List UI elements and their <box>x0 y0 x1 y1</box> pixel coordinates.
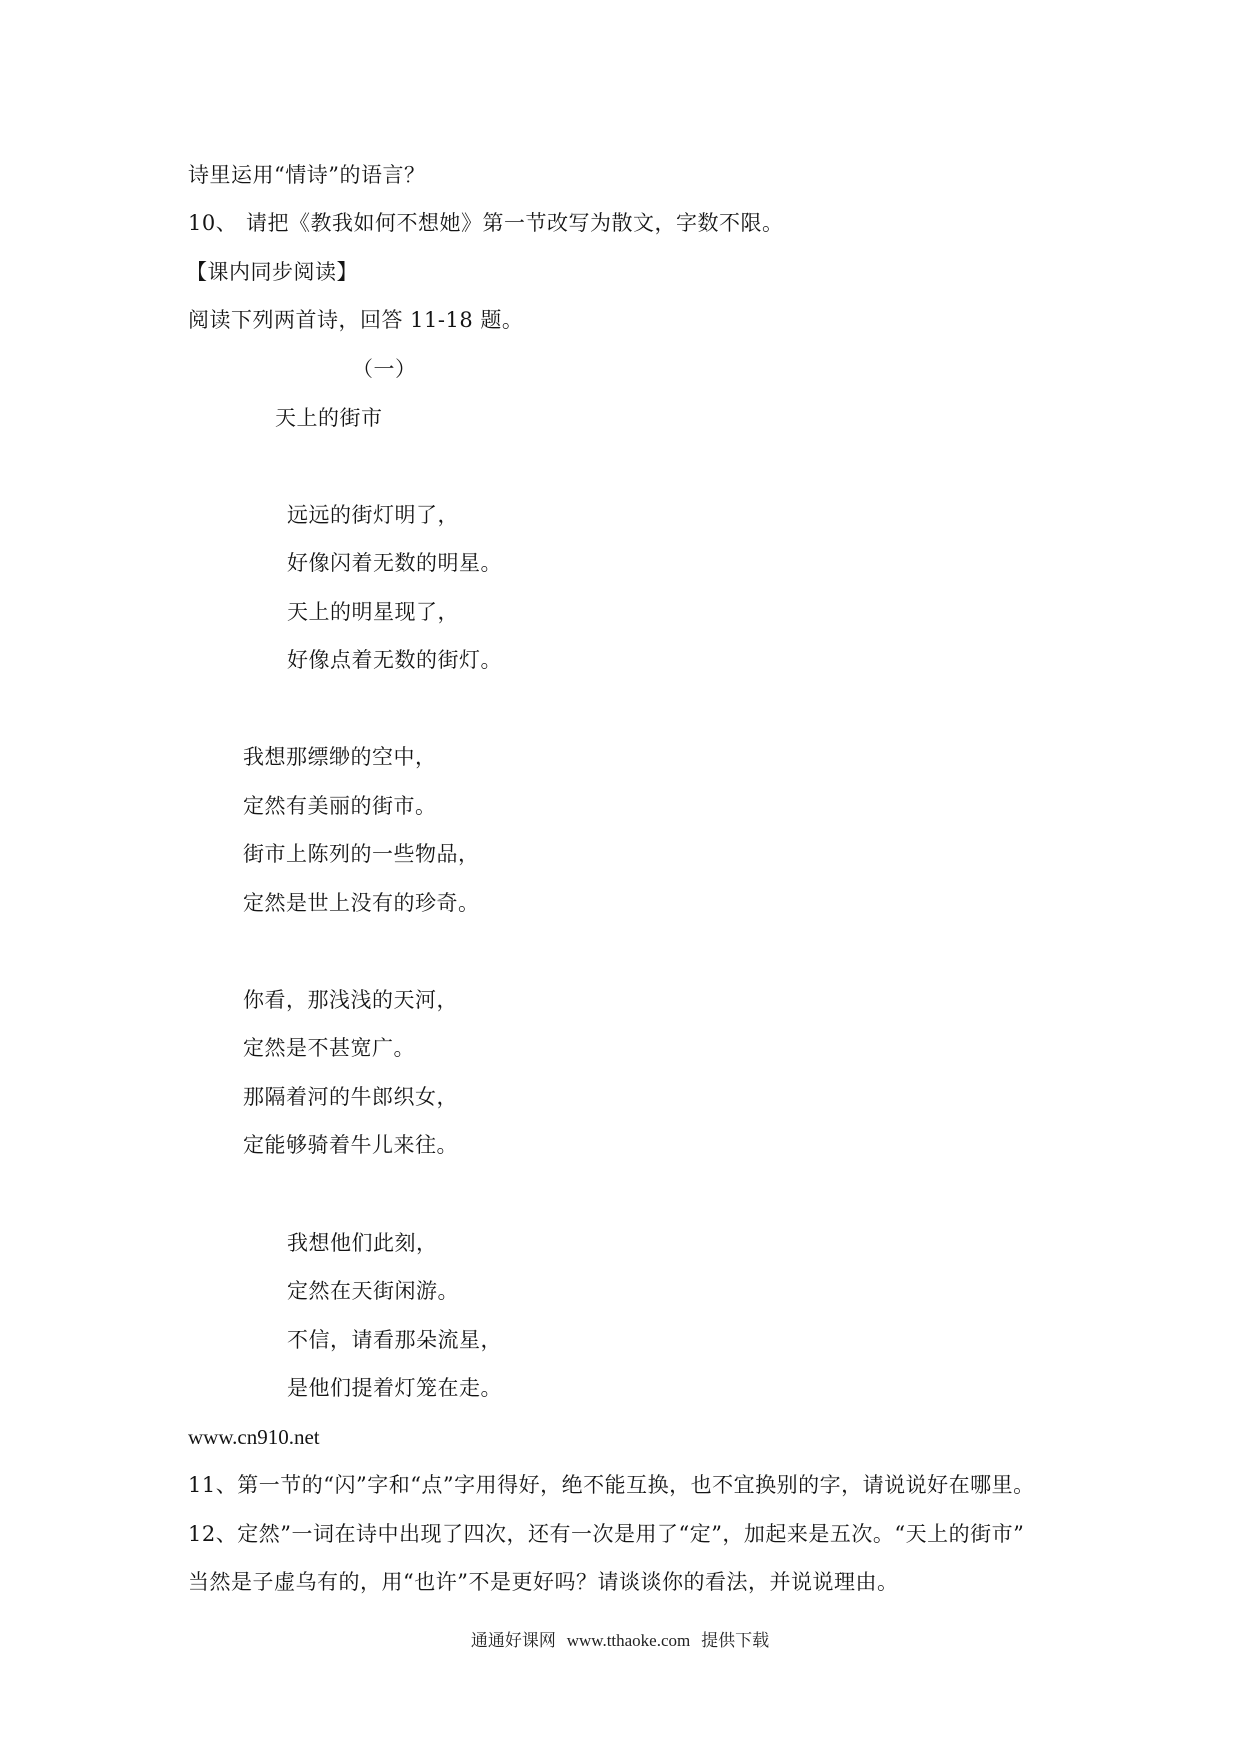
poem-line: 天上的明星现了， <box>287 600 459 624</box>
question-11: 11、第一节的“闪”字和“点”字用得好，绝不能互换，也不宜换别的字，请说说好在哪里。 <box>188 1473 1035 1497</box>
question-10-number: 10、 <box>188 211 238 235</box>
poem-line: 是他们提着灯笼在走。 <box>287 1376 502 1400</box>
poem-line: 街市上陈列的一些物品， <box>243 842 480 866</box>
poem-line: 定然有美丽的街市。 <box>243 794 437 818</box>
poem-line: 定然是不甚宽广。 <box>243 1036 415 1060</box>
section-heading: 【课内同步阅读】 <box>186 260 358 284</box>
poem-line: 你看，那浅浅的天河， <box>243 988 458 1012</box>
footer-site-url: www.tthaoke.com <box>566 1631 691 1650</box>
poem-line: 定然在天街闲游。 <box>287 1279 459 1303</box>
question-10 <box>188 208 784 238</box>
poem-line: 我想他们此刻， <box>287 1231 438 1255</box>
footer-site-name: 通通好课网 <box>470 1631 556 1651</box>
previous-question-tail: 诗里运用“情诗”的语言？ <box>188 163 426 187</box>
poem-line: 不信，请看那朵流星， <box>287 1328 502 1352</box>
question-10-text: 请把《教我如何不想她》第一节改写为散文，字数不限。 <box>246 211 784 235</box>
poem-line: 好像闪着无数的明星。 <box>287 551 502 575</box>
poem-line: 远远的街灯明了， <box>287 503 459 527</box>
reading-instruction: 阅读下列两首诗，回答 11-18 题。 <box>188 308 524 332</box>
question-12-line-2: 当然是子虚乌有的，用“也许”不是更好吗？请谈谈你的看法，并说说理由。 <box>188 1570 899 1594</box>
question-12-line-1: 12、定然”一词在诗中出现了四次，还有一次是用了“定”，加起来是五次。“天上的街市” <box>188 1522 1025 1546</box>
source-url: www.cn910.net <box>188 1425 320 1449</box>
poem-line: 我想那缥缈的空中， <box>243 745 437 769</box>
poem-line: 好像点着无数的街灯。 <box>287 648 502 672</box>
footer-suffix: 提供下载 <box>701 1631 770 1651</box>
poem-index: （一） <box>352 357 417 381</box>
poem-line: 定然是世上没有的珍奇。 <box>243 891 480 915</box>
poem-line: 定能够骑着牛儿来往。 <box>243 1133 458 1157</box>
poem-title: 天上的街市 <box>275 406 383 430</box>
footer-watermark <box>0 1629 1240 1653</box>
poem-line: 那隔着河的牛郎织女， <box>243 1085 458 1109</box>
